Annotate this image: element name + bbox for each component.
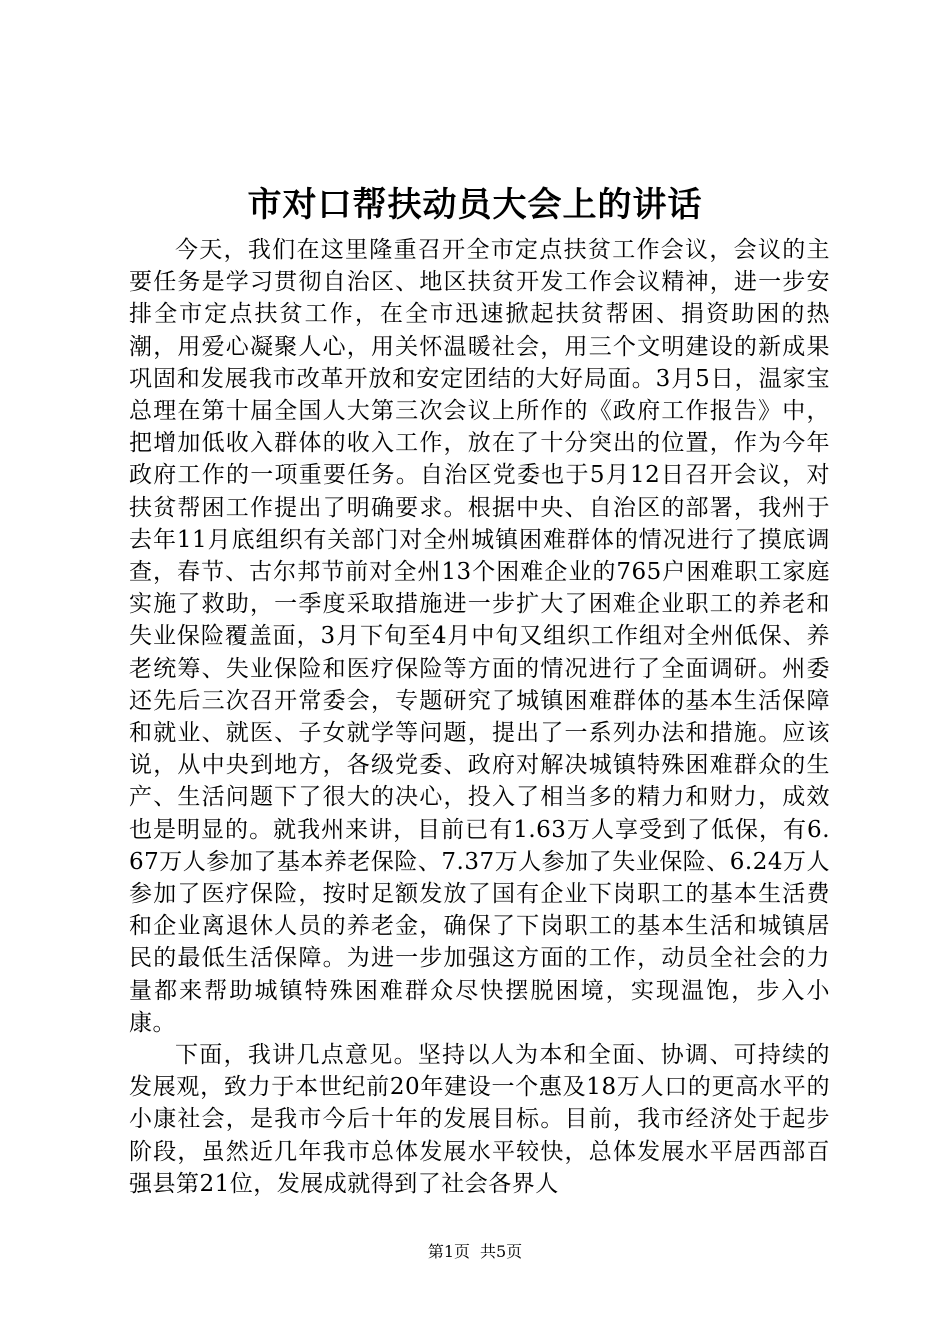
document-body (129, 234, 830, 1200)
page-footer (0, 1240, 950, 1264)
paragraph-1: 今天，我们在这里隆重召开全市定点扶贫工作会议，会议的主要任务是学习贯彻自治区、地区扶贫开发工作会议精神，进一步安排全市定点扶贫工作，在全市迅速掀起扶贫帮困、捐资助困的热潮，用爱心凝聚人心，用关怀温暖社会，用三个文明建设的新成果巩固和发展我市改革开放和安定团结的大好局面。3月5日，温家宝总理在第十届全国人大第三次会议上所作的《政府工作报告》中，把增加低收入群体的收入工作，放在了十分突出的位置，作为今年政府工作的一项重要任务。自治区党委也于5月12日召开会议，对扶贫帮困工作提出了明确要求。根据中央、自治区的部署，我州于去年11月底组织有关部门对全州城镇困难群体的情况进行了摸底调查，春节、古尔邦节前对全州13个困难企业的765户困难职工家庭实施了救助，一季度采取措施进一步扩大了困难企业职工的养老和失业保险覆盖面，3月下旬至4月中旬又组织工作组对全州低保、养老统筹、失业保险和医疗保险等方面的情况进行了全面调研。州委还先后三次召开常委会，专题研究了城镇困难群体的基本生活保障和就业、就医、子女就学等问题，提出了一系列办法和措施。应该说，从中央到地方，各级党委、政府对解决城镇特殊困难群众的生产、生活问题下了很大的决心，投入了相当多的精力和财力，成效也是明显的。就我州来讲，目前已有1.63万人享受到了低保，有6.67万人参加了基本养老保险、7.37万人参加了失业保险、6.24万人参加了医疗保险，按时足额发放了国有企业下岗职工的基本生活费和企业离退休人员的养老金，确保了下岗职工的基本生活和城镇居民的最低生活保障。为进一步加强这方面的工作，动员全社会的力量都来帮助城镇特殊困难群众尽快摆脱困境，实现温饱，步入小康。 (129, 237, 830, 1036)
page-total: 共5页 (480, 1242, 523, 1261)
page-number: 第1页 (427, 1242, 470, 1261)
document-title: 市对口帮扶动员大会上的讲话 (247, 185, 703, 225)
paragraph-2: 下面，我讲几点意见。坚持以人为本和全面、协调、可持续的发展观，致力于本世纪前20年建设一个惠及18万人口的更高水平的小康社会，是我市今后十年的发展目标。目前，我市经济处于起步阶段，虽然近几年我市总体发展水平较快，总体发展水平居西部百强县第21位，发展成就得到了社会各界人 (129, 1042, 830, 1197)
